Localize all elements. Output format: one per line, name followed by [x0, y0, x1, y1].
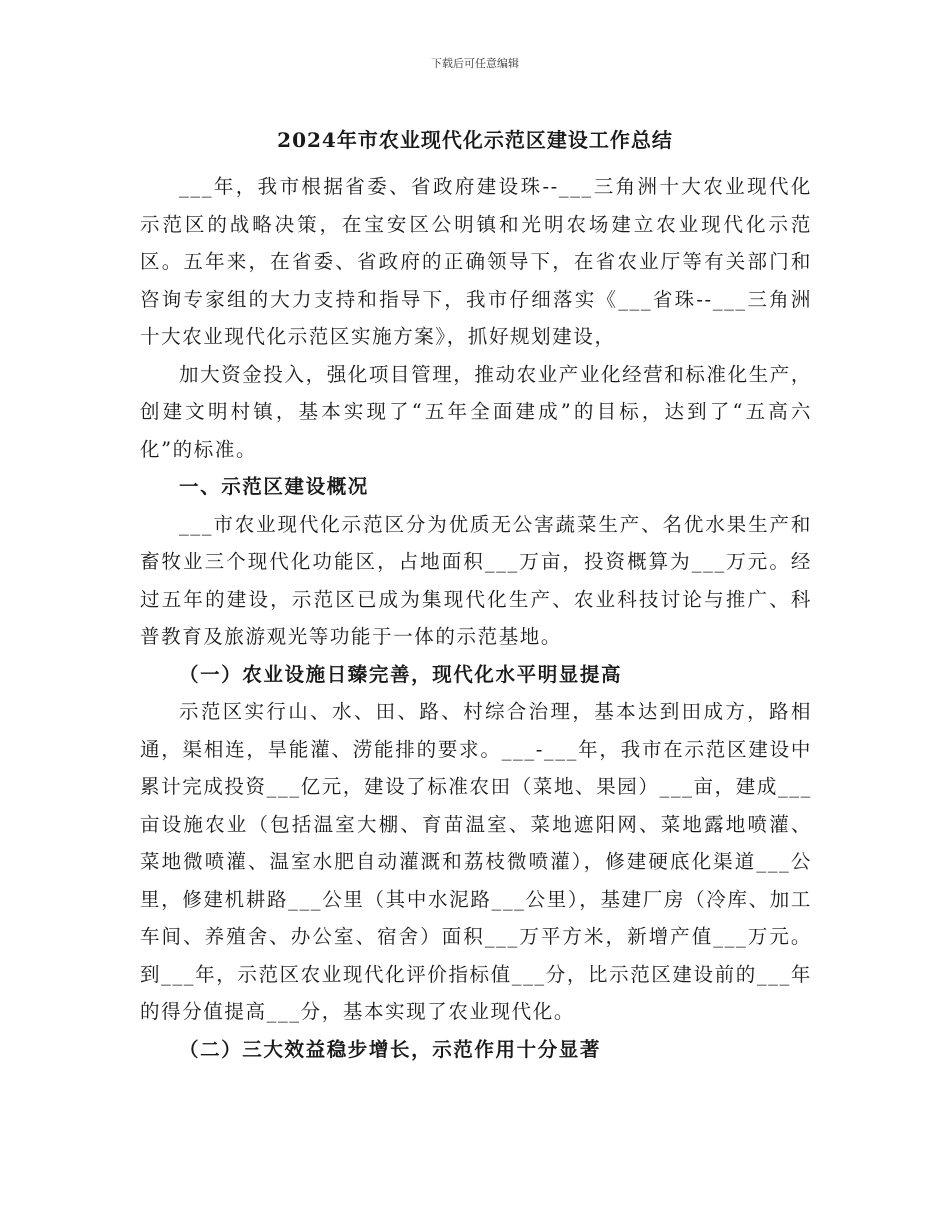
document-body — [140, 168, 812, 1068]
subsection-1-paragraph: 示范区实行山、水、田、路、村综合治理，基本达到田成方，路相通，渠相连，旱能灌、涝能排的要求。___-___年，我市在示范区建设中累计完成投资___亿元，建设了标准农田（菜地、果园）___亩，建成___亩设施农业（包括温室大棚、育苗温室、菜地遮阳网、菜地露地喷灌、菜地微喷灌、温室水肥自动灌溉和荔枝微喷灌），修建硬底化渠道___公里，修建机耕路___公里（其中水泥路___公里），基建厂房（冷库、加工车间、养殖舍、办公室、宿舍）面积___万平方米，新增产值___万元。到___年，示范区农业现代化评价指标值___分，比示范区建设前的___年的得分值提高___分，基本实现了农业现代化。 — [140, 700, 812, 1023]
subsection-2-heading: （二）三大效益稳步增长，示范作用十分显著 — [179, 1037, 602, 1061]
intro-paragraph-2: 加大资金投入，强化项目管理，推动农业产业化经营和标准化生产，创建文明村镇，基本实现了“五年全面建成”的目标，达到了“五高六化”的标准。 — [140, 362, 813, 461]
intro-paragraph-1: ___年，我市根据省委、省政府建设珠--___三角洲十大农业现代化示范区的战略决策，在宝安区公明镇和光明农场建立农业现代化示范区。五年来，在省委、省政府的正确领导下，在省农业厅等有关部门和咨询专家组的大力支持和指导下，我市仔细落实《___省珠--___三角洲十大农业现代化示范区实施方案》，抓好规划建设， — [140, 175, 812, 348]
section-1-heading: 一、示范区建设概况 — [179, 475, 369, 498]
document-title: 2024年市农业现代化示范区建设工作总结 — [277, 128, 673, 152]
subsection-1-heading: （一）农业设施日臻完善，现代化水平明显提高 — [179, 662, 623, 686]
section-1-paragraph: ___市农业现代化示范区分为优质无公害蔬菜生产、名优水果生产和畜牧业三个现代化功能区，占地面积___万亩，投资概算为___万元。经过五年的建设，示范区已成为集现代化生产、农业科技讨论与推广、科普教育及旅游观光等功能于一体的示范基地。 — [140, 512, 812, 648]
header-note: 下载后可任意编辑 — [431, 57, 519, 70]
